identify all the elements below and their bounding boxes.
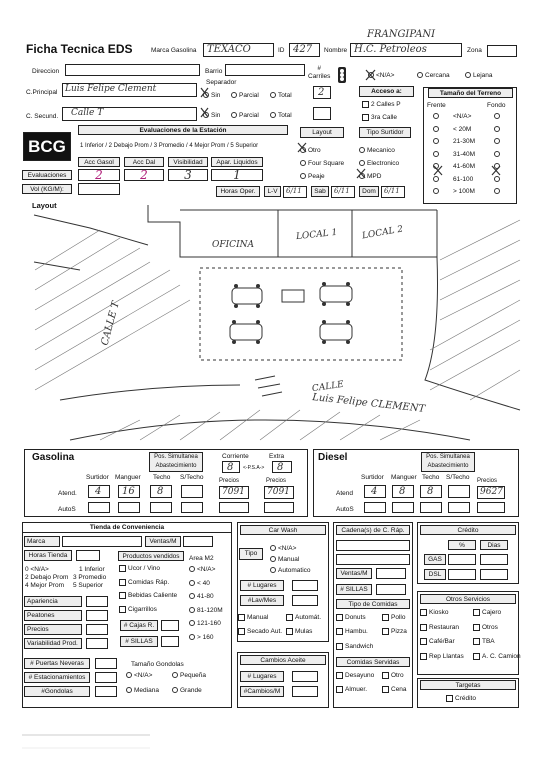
terreno-row-label: 61-100 — [453, 175, 474, 183]
bcg-logo: BCG — [23, 132, 71, 161]
eval-apar[interactable]: 1 — [211, 169, 263, 181]
vol-label: Vol (KG/M): — [22, 184, 72, 194]
tienda-product-check[interactable]: Comidas Ráp. — [119, 579, 169, 586]
tarjetas-title: Targetas — [420, 680, 516, 690]
tienda-scale4: 3 Promedio — [73, 574, 107, 581]
tienda-scale1: 0 <N/A> — [25, 566, 49, 573]
gas-atend-techo[interactable]: 8 — [150, 485, 172, 498]
gas-autos-label: AutoS — [58, 506, 76, 513]
layout-foursquare[interactable]: Four Square — [300, 160, 344, 167]
carwash-check-auto[interactable]: Automát. — [286, 614, 321, 621]
tienda-ventas-label: Ventas/M — [145, 536, 181, 547]
horas-lv-field[interactable]: 6/11 — [283, 186, 307, 198]
tienda-area-radio[interactable]: < 40 — [189, 580, 210, 587]
gas-col-surtidor: Surtidor — [86, 474, 109, 481]
sep2-total[interactable]: Total — [270, 112, 292, 119]
zona-label: Zona — [467, 47, 482, 54]
credito-gas: GAS — [424, 554, 446, 565]
aceite-title: Cambios Aceite — [240, 655, 326, 665]
tienda-area-label: Area M2 — [189, 555, 214, 562]
comida-hambu[interactable]: Hambu. — [336, 628, 368, 635]
carwash-title: Car Wash — [240, 525, 326, 535]
tienda-area-radio[interactable]: 41-80 — [189, 593, 214, 600]
eval-accdal[interactable]: 2 — [124, 169, 164, 181]
horas-sab-field[interactable]: 6/11 — [331, 186, 355, 198]
sep1-sin[interactable]: Sin — [203, 92, 220, 99]
eval-accgasol[interactable]: 2 — [78, 169, 120, 181]
tienda-tam-gondolas: Tamaño Gondolas — [131, 661, 184, 668]
terreno-row-label: 41-60M — [453, 163, 476, 170]
eval-label: Evaluaciones — [22, 170, 72, 180]
barrio-label: Barrio — [205, 68, 223, 75]
comida-pollo[interactable]: Pollo — [382, 614, 405, 621]
evaluaciones-title: Evaluaciones de la Estación — [78, 125, 288, 135]
terreno-row-label: <N/A> — [453, 113, 472, 120]
otros-title: Otros Servicios — [420, 594, 516, 604]
sketch-local1: LOCAL 1 — [295, 227, 338, 243]
surtidor-tab[interactable]: Tipo Surtidor — [359, 127, 411, 138]
tienda-product-check[interactable]: Bebidas Caliente — [119, 592, 177, 599]
id-field[interactable]: 427 — [289, 43, 320, 57]
otros-item-check[interactable]: Restauran — [420, 624, 459, 631]
dsl-col-manguer: Manguer — [391, 474, 417, 481]
csecund-field[interactable]: Calle T — [62, 107, 197, 121]
tienda-row-label: Apariencia — [24, 596, 82, 607]
gasolina-extra-label: Extra — [269, 453, 285, 460]
dsl-col-techo: Techo — [422, 474, 440, 481]
tarjetas-credito[interactable]: Crédito — [446, 695, 476, 702]
surtidor-electronico[interactable]: Electronico — [359, 160, 399, 167]
cadena-ventas-label: Ventas/M — [336, 568, 372, 579]
gas-precio1[interactable]: 7091 — [219, 486, 249, 499]
carriles-label: # Carriles — [308, 65, 331, 80]
gond-na[interactable]: <N/A> — [126, 672, 152, 679]
carwash-check-secado[interactable]: Secado Aut. — [238, 628, 282, 635]
gas-atend-surtidor[interactable]: 4 — [88, 485, 110, 498]
layout-tab[interactable]: Layout — [300, 127, 344, 138]
carwash-lavmes-label: #Lav/Mes — [240, 595, 284, 606]
otros-item-check[interactable]: A. C. Camion — [473, 653, 521, 660]
sep1-total[interactable]: Total — [270, 92, 292, 99]
tienda-area-radio[interactable]: > 160 — [189, 634, 213, 641]
layout-section-label: Layout — [32, 201, 57, 210]
comida-pizza[interactable]: Pizza — [382, 628, 407, 635]
comida-donuts[interactable]: Donuts — [336, 614, 366, 621]
otros-item-check[interactable]: Kiosko — [420, 609, 449, 616]
tienda-gondolas-label: #Gondolas — [24, 686, 90, 697]
name-label: Nombre — [324, 47, 348, 54]
acceso-title: Acceso a: — [359, 86, 414, 97]
dsl-atend-surtidor[interactable]: 4 — [364, 485, 386, 498]
tienda-row-label: Peatones — [24, 610, 82, 621]
terreno-title: Tamaño del Terreno — [428, 88, 513, 98]
tienda-sillas-label: # SILLAS — [120, 636, 158, 647]
dsl-atend-manguer[interactable]: 8 — [392, 485, 414, 498]
dsl-autos-label: AutoS — [336, 506, 354, 513]
credito-dsl: DSL — [424, 569, 446, 580]
eval-h-accgasol: Acc Gasol — [78, 157, 120, 167]
tienda-scale3: 2 Debajo Prom — [25, 574, 69, 581]
carwash-check-mulas[interactable]: Mulas — [286, 628, 312, 635]
tienda-product-check[interactable]: Cigarrillos — [119, 606, 157, 613]
terreno-row-label: < 20M — [453, 125, 472, 133]
gas-col-techo: Techo — [153, 474, 171, 481]
name-note: FRANGIPANI — [367, 29, 436, 40]
gasolina-pos: Pos. Simultanea Abastecimiento — [149, 452, 203, 472]
tienda-marca-label: Marca — [24, 536, 60, 547]
otros-item-check[interactable]: Cajero — [473, 609, 501, 616]
otros-item-check[interactable]: Otros — [473, 624, 498, 631]
sketch-calle-t: CALLE T — [99, 300, 122, 347]
horas-label: Horas Oper. — [216, 186, 260, 197]
sep2-parcial[interactable]: Parcial — [231, 112, 259, 119]
carwash-auto-radio[interactable]: Automatico — [270, 567, 311, 574]
lejana-radio[interactable]: Lejana — [465, 72, 493, 79]
evaluaciones-scale: 1 Inferior / 2 Debajo Prom / 3 Promedio / 4 Mejor Prom / 5 Superior — [80, 143, 259, 149]
aceite-cambios-label: #Cambios/M — [240, 686, 284, 697]
page-title: Ficha Tecnica EDS — [26, 42, 133, 56]
dsl-atend-label: Atend — [336, 490, 353, 497]
cadena-sillas-label: # SILLAS — [336, 584, 372, 595]
carriles1-field[interactable]: 2 — [313, 86, 331, 99]
gasolina-extra-field[interactable]: 8 — [272, 461, 292, 473]
serv-almuer[interactable]: Almuer. — [336, 686, 367, 693]
diesel-pos: Pos. Simultanea Abastecimiento — [421, 452, 475, 472]
gasolina-corriente-label: Corriente — [222, 453, 249, 460]
eval-visibilidad[interactable]: 3 — [168, 169, 208, 181]
serv-desayuno[interactable]: Desayuno — [336, 672, 374, 679]
dsl-precio[interactable]: 9627 — [477, 486, 505, 499]
credito-dias: Dias — [480, 540, 508, 550]
sketch-oficina: OFICINA — [212, 240, 254, 250]
brand-label: Marca Gasolina — [151, 47, 197, 54]
gas-precios-label1: Precios — [219, 478, 240, 484]
carwash-lugares-label: # Lugares — [240, 580, 284, 591]
comida-sandwich[interactable]: Sandwich — [336, 643, 373, 650]
carwash-manual-radio[interactable]: Manual — [270, 556, 299, 563]
layout-peaje[interactable]: Peaje — [300, 173, 325, 180]
tienda-scale6: 5 Superior — [73, 582, 103, 589]
sep2-sin[interactable]: Sin — [203, 112, 220, 119]
gasolina-title: Gasolina — [32, 452, 75, 463]
aceite-lugares-label: # Lugares — [240, 671, 284, 682]
csecund-label: C. Secund. — [26, 113, 59, 120]
tienda-row-label: Variabilidad Prod. — [24, 638, 82, 649]
gas-atend-label: Atend. — [58, 490, 77, 497]
tienda-cajas-label: # Cajas R. — [120, 620, 158, 631]
tienda-area-radio[interactable]: 121-160 — [189, 620, 221, 627]
tienda-product-check[interactable]: Ucor / Vino — [119, 565, 160, 572]
carwash-na[interactable]: <N/A> — [270, 545, 296, 552]
carwash-tipo: Tipo — [239, 548, 263, 560]
eval-h-visibilidad: Visibilidad — [168, 157, 208, 167]
otros-item-check[interactable]: TBA — [473, 638, 495, 645]
separador-label: Separador — [206, 79, 237, 86]
gas-col-manguer: Manguer — [115, 474, 141, 481]
tienda-area-radio[interactable]: <N/A> — [189, 566, 215, 573]
dsl-col-stecho: S/Techo — [446, 474, 470, 481]
brand-field[interactable]: TEXACO — [203, 43, 274, 57]
terreno-frente: Frente — [427, 102, 446, 109]
gas-col-stecho: S/Techo — [180, 474, 204, 481]
terreno-row-label: > 100M — [453, 188, 475, 195]
serv-cena[interactable]: Cena — [382, 686, 407, 693]
tienda-horas-label: Horas Tienda — [24, 550, 72, 561]
tienda-row-label: Precios — [24, 624, 82, 635]
cadena-tipo-comidas: Tipo de Comidas — [336, 599, 410, 609]
gas-atend-manguer[interactable]: 16 — [118, 485, 140, 498]
sep1-parcial[interactable]: Parcial — [231, 92, 259, 99]
horas-dom-field[interactable]: 6/11 — [381, 186, 405, 198]
gond-grande[interactable]: Grande — [172, 687, 202, 694]
tienda-estac-label: # Estacionamientos — [24, 672, 90, 683]
na-radio[interactable]: <N/A> — [368, 72, 394, 79]
cadena-title: Cadena(s) de C. Ráp. — [336, 525, 410, 535]
serv-otro[interactable]: Otro — [382, 672, 404, 679]
tienda-title: Tienda de Conveniencia — [22, 522, 232, 533]
sketch-local2: LOCAL 2 — [361, 224, 404, 242]
surtidor-mpd[interactable]: MPD — [359, 173, 381, 180]
horas-lv-label: L-V — [264, 186, 281, 197]
layout-otro[interactable]: Otro — [300, 147, 321, 154]
name-field[interactable]: H.C. Petroleos — [350, 43, 462, 57]
tienda-area-radio[interactable]: 81-120M — [189, 607, 223, 614]
otros-item-check[interactable]: Rep Llantas — [420, 653, 464, 660]
tienda-neveras-label: # Puertas Neveras — [24, 658, 90, 669]
horas-dom-label: Dom — [359, 186, 379, 197]
terreno-fondo: Fondo — [487, 102, 506, 109]
credito-title: Crédito — [420, 525, 516, 535]
acceso-2calles[interactable]: 2 Calles P — [362, 101, 401, 108]
eval-h-accdal: Acc Dal — [124, 157, 164, 167]
eval-h-apar: Apar. Liquidos — [211, 157, 263, 167]
surtidor-mecanico[interactable]: Mecanico — [359, 147, 395, 154]
gond-mediana[interactable]: Mediana — [126, 687, 159, 694]
dsl-col-surtidor: Surtidor — [361, 474, 384, 481]
gas-precios-label2: Precios — [266, 478, 287, 484]
cprincipal-label: C.Principal — [26, 89, 58, 96]
tienda-scale5: 4 Mejor Prom — [25, 582, 65, 589]
terreno-row-label: 31-40M — [453, 150, 476, 158]
gasolina-corriente-field[interactable]: 8 — [222, 461, 240, 473]
carwash-check-manual[interactable]: Manual — [238, 614, 268, 621]
sketch-calle-lfc2: Luis Felipe CLEMENT — [311, 392, 426, 415]
gasolina-psa: <-P.S.A-> — [243, 465, 265, 471]
horas-sab-label: Sab — [311, 186, 329, 197]
cercana-radio[interactable]: Cercana — [417, 72, 450, 79]
credito-pct: % — [448, 540, 476, 550]
cadena-servidas: Comidas Servidas — [336, 657, 410, 667]
tienda-scale2: 1 Inferior — [79, 566, 105, 573]
otros-item-check[interactable]: Café/Bar — [420, 638, 455, 645]
dsl-atend-techo[interactable]: 8 — [420, 485, 442, 498]
sketch-calle-lfc1: CALLE — [311, 379, 345, 395]
id-label: ID — [278, 47, 285, 54]
dsl-precios-label: Precios — [477, 478, 498, 484]
gas-precio2[interactable]: 7091 — [264, 486, 294, 499]
acceso-3calle[interactable]: 3ra Calle — [362, 114, 397, 121]
cprincipal-field[interactable]: Luis Felipe Clement — [62, 83, 197, 97]
gond-pequena[interactable]: Pequeña — [172, 672, 206, 679]
terreno-row-label: 21-30M — [453, 138, 476, 145]
tienda-productos-label: Productos vendidos — [118, 551, 184, 561]
direccion-label: Direccion — [32, 68, 60, 75]
diesel-title: Diesel — [318, 452, 348, 463]
